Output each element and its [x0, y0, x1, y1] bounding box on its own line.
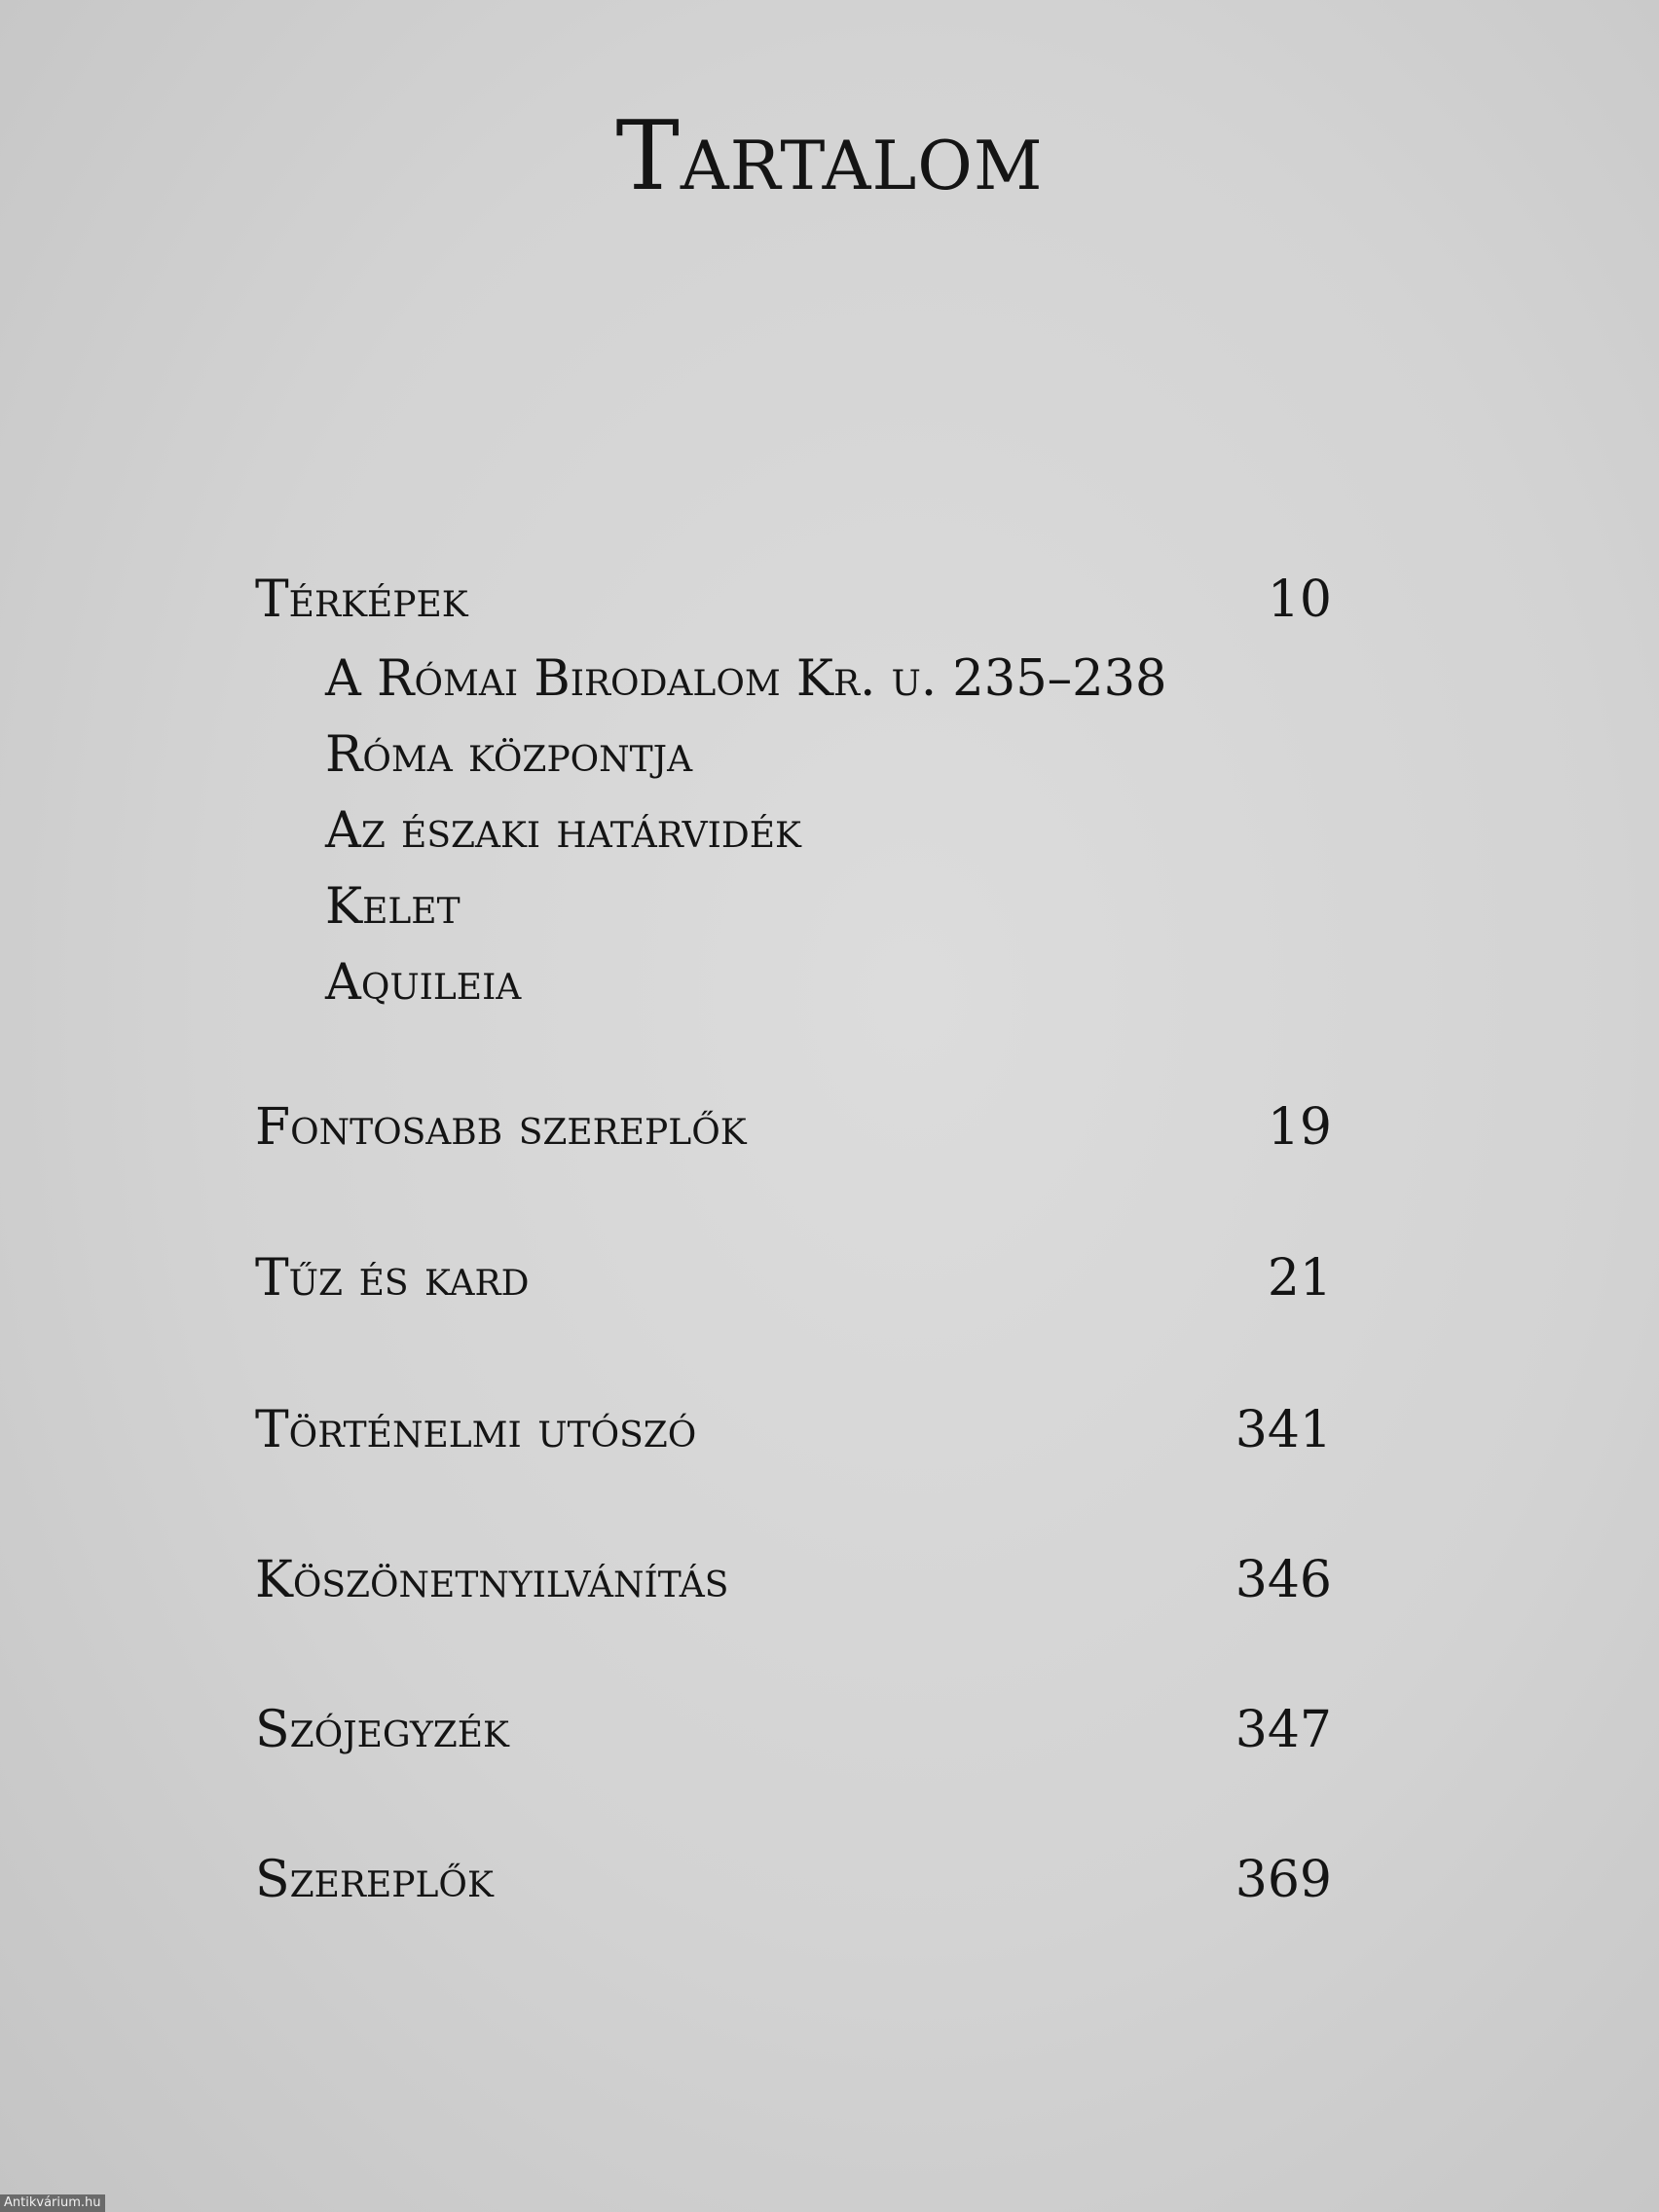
watermark: Antikvárium.hu	[0, 2194, 105, 2212]
toc-subentry: A Római Birodalom Kr. u. 235–238	[325, 650, 1167, 708]
toc-entry-title: Fontosabb szereplők	[255, 1098, 747, 1157]
toc-subentry: Aquileia	[325, 954, 522, 1012]
toc-entry-title: Szójegyzék	[255, 1701, 509, 1759]
toc-entry-title: Szereplők	[255, 1851, 494, 1909]
toc-entry-title: Tűz és kard	[255, 1249, 530, 1308]
toc-entry-page-number: 347	[1235, 1701, 1332, 1759]
toc-entry-page-number: 369	[1235, 1851, 1332, 1909]
toc-entry-title: Térképek	[255, 571, 468, 629]
toc-entry-tuz-es-kard	[255, 1249, 1332, 1308]
toc-entry-page-number: 341	[1235, 1401, 1332, 1459]
toc-entry-title: Történelmi utószó	[255, 1401, 697, 1459]
toc-entry-page-number: 21	[1267, 1249, 1332, 1308]
toc-entry-szojegyzek	[255, 1701, 1332, 1759]
page-title: Tartalom	[615, 101, 1044, 212]
toc-entry-title: Köszönetnyilvánítás	[255, 1551, 729, 1609]
toc-entry-fontosabb-szereplok	[255, 1098, 1332, 1157]
toc-entry-terkepek	[255, 571, 1332, 629]
toc-subentry: Az északi határvidék	[325, 802, 801, 860]
toc-entry-koszonetnyilvanitas	[255, 1551, 1332, 1609]
toc-entry-page-number: 10	[1267, 571, 1332, 629]
toc-entry-tortenelmi-utoszo	[255, 1401, 1332, 1459]
toc-entry-page-number: 19	[1267, 1098, 1332, 1157]
toc-subentry: Róma központja	[325, 726, 693, 784]
toc-entry-page-number: 346	[1235, 1551, 1332, 1609]
toc-entry-szereplok	[255, 1851, 1332, 1909]
toc-subentry: Kelet	[325, 878, 461, 936]
